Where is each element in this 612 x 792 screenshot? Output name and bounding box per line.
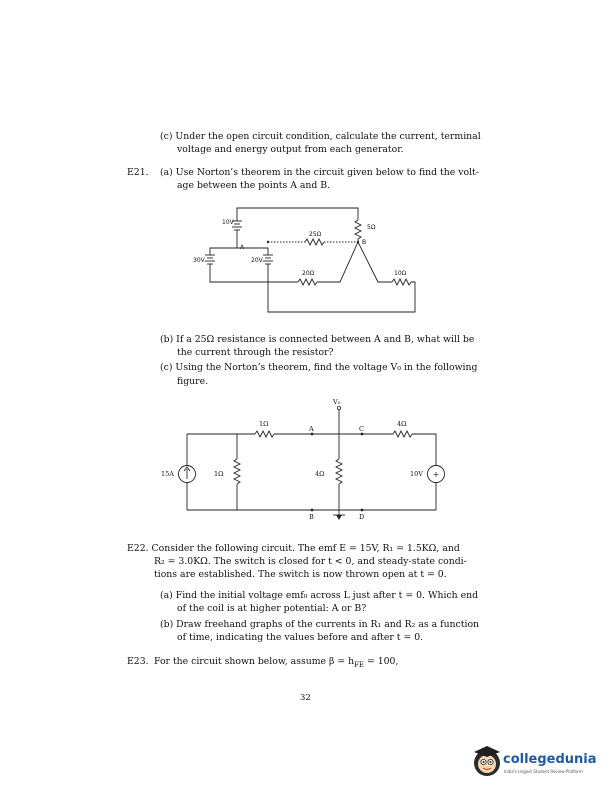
- label-20v: 20V: [251, 257, 263, 264]
- label-10v: 10V: [222, 219, 234, 226]
- brand-name: collegedunia: [503, 752, 597, 767]
- label-30v: 30V: [193, 257, 205, 264]
- e21-c-line2: figure.: [177, 376, 209, 387]
- label-node-b2: B: [309, 513, 314, 521]
- label-4ohm-top: 4Ω: [397, 420, 407, 428]
- label-1ohm-side: 1Ω: [214, 470, 224, 478]
- e22-a-line1: (a) Find the initial voltage emf₀ across L just after t = 0. Which end: [160, 590, 479, 601]
- e21-a-line1: (a) Use Norton’s theorem in the circuit given below to find the volt-: [160, 167, 479, 178]
- label-node-b: B: [362, 239, 367, 246]
- e20c-line1: (c) Under the open circuit condition, calculate the current, terminal: [160, 131, 481, 142]
- e23-number: E23.: [127, 656, 149, 667]
- label-v0: V₀: [333, 398, 341, 406]
- e20c-line2: voltage and energy output from each generator.: [177, 144, 404, 155]
- page-number: 32: [300, 693, 311, 703]
- e21-a-line2: age between the points A and B.: [177, 180, 331, 191]
- label-25ohm: 25Ω: [309, 231, 322, 238]
- e22-b-line1: (b) Draw freehand graphs of the currents in R₁ and R₂ as a function: [160, 619, 480, 630]
- label-5ohm: 5Ω: [367, 224, 376, 231]
- e23-line1: For the circuit shown below, assume $\beta = h_{FE} = 100$,: [154, 656, 399, 669]
- label-20ohm: 20Ω: [302, 270, 315, 277]
- e21-number: E21.: [127, 167, 149, 178]
- label-1ohm-top: 1Ω: [259, 420, 269, 428]
- label-node-a2: A: [309, 425, 314, 433]
- label-node-d: D: [359, 513, 365, 521]
- e21-b-line1: (b) If a 25Ω resistance is connected between A and B, what will be: [160, 334, 475, 345]
- e22-line2: R₂ = 3.0KΩ. The switch is closed for t < 0, and steady-state condi-: [154, 556, 467, 567]
- e22-a-line2: of the coil is at higher potential: A or B?: [177, 603, 367, 614]
- e22-line3: tions are established. The switch is now thrown open at t = 0.: [154, 569, 447, 580]
- label-node-c: C: [359, 425, 364, 433]
- e22-b-line2: of time, indicating the values before and after t = 0.: [177, 632, 424, 643]
- label-node-a: A: [240, 244, 245, 251]
- label-10v-src: 10V: [410, 470, 423, 478]
- e22-line1: E22. Consider the following circuit. The emf E = 15V, R₁ = 1.5KΩ, and: [127, 543, 460, 554]
- label-10ohm: 10Ω: [394, 270, 407, 277]
- e21-c-line1: (c) Using the Norton’s theorem, find the voltage V₀ in the following: [160, 362, 478, 373]
- brand-tagline: India's largest Student Review Platform: [504, 769, 583, 774]
- e23-subscript: FE: [354, 660, 365, 669]
- plus-sign-icon: +: [432, 470, 440, 479]
- label-15a: 15A: [161, 470, 174, 478]
- e21-b-line2: the current through the resistor?: [177, 347, 334, 358]
- label-4ohm-mid: 4Ω: [315, 470, 325, 478]
